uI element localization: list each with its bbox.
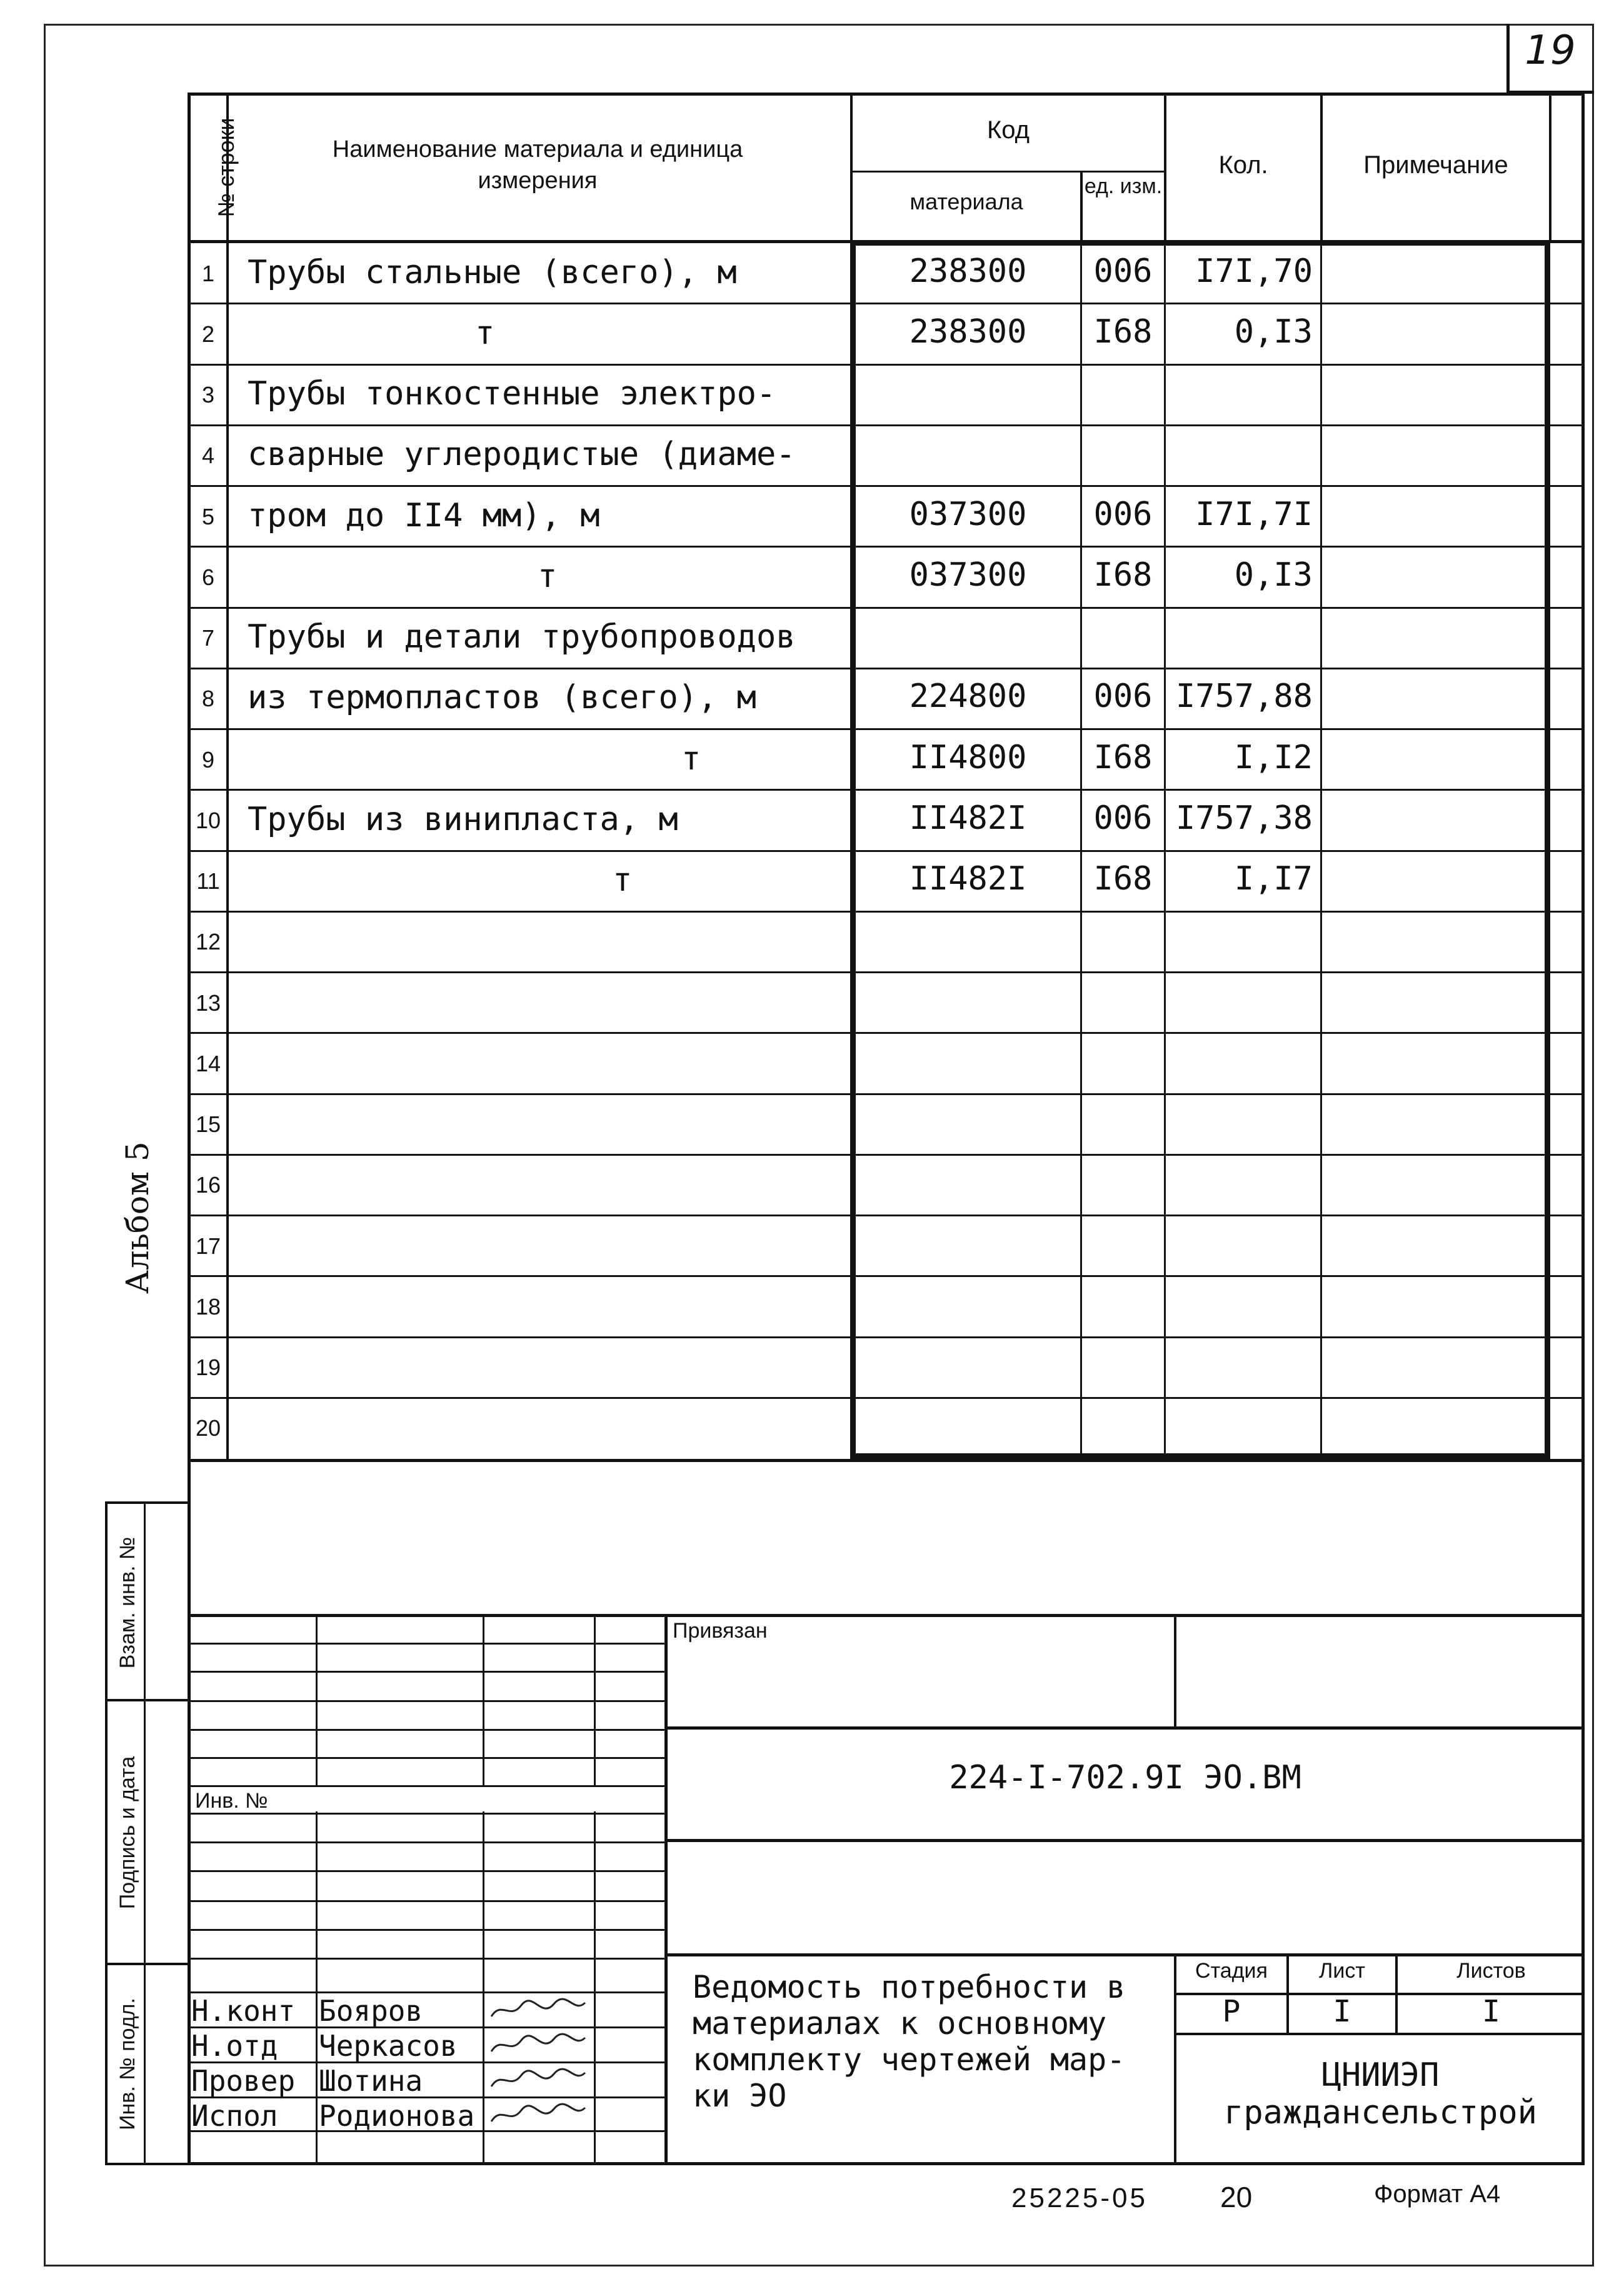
row-material-code: 238300 (909, 252, 1027, 290)
signatory-role: Н.конт (191, 1994, 296, 2028)
organization (1176, 2056, 1585, 2131)
row-quantity: I757,38 (1175, 799, 1313, 837)
stage-value: Р (1222, 1994, 1241, 2029)
row-number: 5 (201, 503, 215, 529)
row-number: 10 (195, 807, 221, 833)
row-quantity: I7I,7I (1195, 495, 1313, 533)
row-number: 9 (201, 746, 215, 773)
row-material-code: 224800 (909, 678, 1027, 716)
row-quantity: 0,I3 (1234, 556, 1313, 594)
row-name: т (681, 739, 701, 778)
sheet-number: 19 (1525, 28, 1576, 74)
row-name: сварные углеродистые (диаме- (248, 436, 796, 474)
row-name: т (613, 861, 633, 899)
description (693, 1969, 1168, 2114)
row-name: тром до II4 мм), м (248, 496, 600, 534)
description-line-4: ки ЭО (693, 2078, 787, 2114)
row-name: Трубы стальные (всего), м (248, 253, 737, 291)
row-number: 19 (195, 1355, 221, 1381)
format-label: Формат А4 (1374, 2180, 1501, 2208)
sheets-label: Листов (1456, 1959, 1526, 1983)
label-inv-podl: Инв. № подл. (116, 1998, 139, 2130)
row-unit-code: 006 (1093, 799, 1153, 837)
row-number: 15 (195, 1111, 221, 1138)
row-quantity: I,I7 (1234, 860, 1313, 898)
description-line-3: комплекту чертежей мар- (693, 2041, 1126, 2078)
row-quantity: 0,I3 (1234, 313, 1313, 351)
signatory-role: Испол (191, 2099, 278, 2133)
row-number: 11 (196, 868, 220, 894)
signatory-name: Черкасов (319, 2029, 458, 2063)
row-name: Трубы тонкостенные электро- (248, 375, 776, 413)
privyazan-label: Привязан (673, 1619, 768, 1643)
row-number: 17 (195, 1233, 221, 1259)
row-unit-code: 006 (1093, 678, 1153, 716)
row-number: 2 (201, 321, 215, 347)
header-material: материала (910, 189, 1023, 214)
sheets-value: I (1482, 1994, 1500, 2029)
materials-table (188, 93, 1585, 1459)
row-unit-code: I68 (1093, 556, 1153, 594)
signatory-name: Родионова (319, 2099, 475, 2133)
inv-no-label: Инв. № (195, 1789, 268, 1813)
row-number: 8 (201, 686, 215, 712)
row-quantity: I7I,70 (1195, 252, 1313, 290)
row-quantity: I757,88 (1175, 678, 1313, 716)
page-number: 20 (1220, 2181, 1253, 2213)
row-material-code: 238300 (909, 313, 1027, 351)
signature-image (489, 2100, 589, 2129)
header-name: Наименование материала и единица измерения (332, 136, 743, 194)
row-number: 7 (201, 625, 215, 651)
header-qty: Кол. (1218, 151, 1268, 179)
row-number: 1 (201, 260, 215, 286)
row-unit-code: 006 (1093, 252, 1153, 290)
signature-image (489, 2065, 589, 2094)
row-number: 14 (195, 1050, 221, 1076)
header-note: Примечание (1363, 151, 1508, 179)
row-number: 12 (195, 929, 221, 955)
organization-line-2: граждансельстрой (1224, 2094, 1537, 2131)
row-quantity: I,I2 (1234, 738, 1313, 776)
header-unit: ед. изм. (1084, 174, 1163, 198)
row-number: 4 (201, 443, 215, 469)
row-material-code: II482I (909, 799, 1027, 837)
sheet-label: Лист (1319, 1959, 1365, 1983)
document-code: 224-I-702.9I ЭО.ВМ (949, 1759, 1301, 1796)
row-unit-code: I68 (1093, 860, 1153, 898)
row-name: Трубы и детали трубопроводов (248, 618, 796, 656)
signature-image (489, 1995, 589, 2024)
row-number: 13 (195, 989, 221, 1016)
row-material-code: II4800 (909, 738, 1027, 776)
description-line-1: Ведомость потребности в (693, 1969, 1126, 2005)
signatory-role: Н.отд (191, 2029, 278, 2063)
label-podpis-data: Подпись и дата (116, 1756, 139, 1910)
header-row-no: № строки (213, 118, 239, 218)
header-code: Код (986, 116, 1030, 144)
row-name: из термопластов (всего), м (248, 679, 756, 717)
row-name: т (475, 314, 495, 352)
album-label: Альбом 5 (119, 1141, 156, 1294)
row-unit-code: 006 (1093, 495, 1153, 533)
row-number: 3 (201, 382, 215, 408)
row-material-code: 037300 (909, 495, 1027, 533)
stage-label: Стадия (1195, 1959, 1268, 1983)
row-number: 18 (195, 1293, 221, 1320)
signatory-name: Бояров (319, 1994, 423, 2028)
organization-line-1: ЦНИИЭП (1321, 2056, 1440, 2094)
description-line-2: материалах к основному (693, 2005, 1107, 2041)
row-number: 20 (195, 1415, 221, 1441)
row-number: 6 (201, 564, 215, 590)
signature-image (489, 2030, 589, 2059)
row-number: 16 (195, 1172, 221, 1198)
row-name: Трубы из винипласта, м (248, 800, 678, 838)
archive-number: 25225-05 (1011, 2183, 1148, 2213)
row-material-code: 037300 (909, 556, 1027, 594)
label-vzam-inv: Взам. инв. № (116, 1536, 139, 1669)
sheet-value: I (1333, 1994, 1351, 2029)
row-unit-code: I68 (1093, 313, 1153, 351)
signatory-role: Провер (191, 2064, 296, 2098)
row-material-code: II482I (909, 860, 1027, 898)
row-name: т (538, 557, 558, 595)
signatory-name: Шотина (319, 2064, 423, 2098)
row-unit-code: I68 (1093, 738, 1153, 776)
